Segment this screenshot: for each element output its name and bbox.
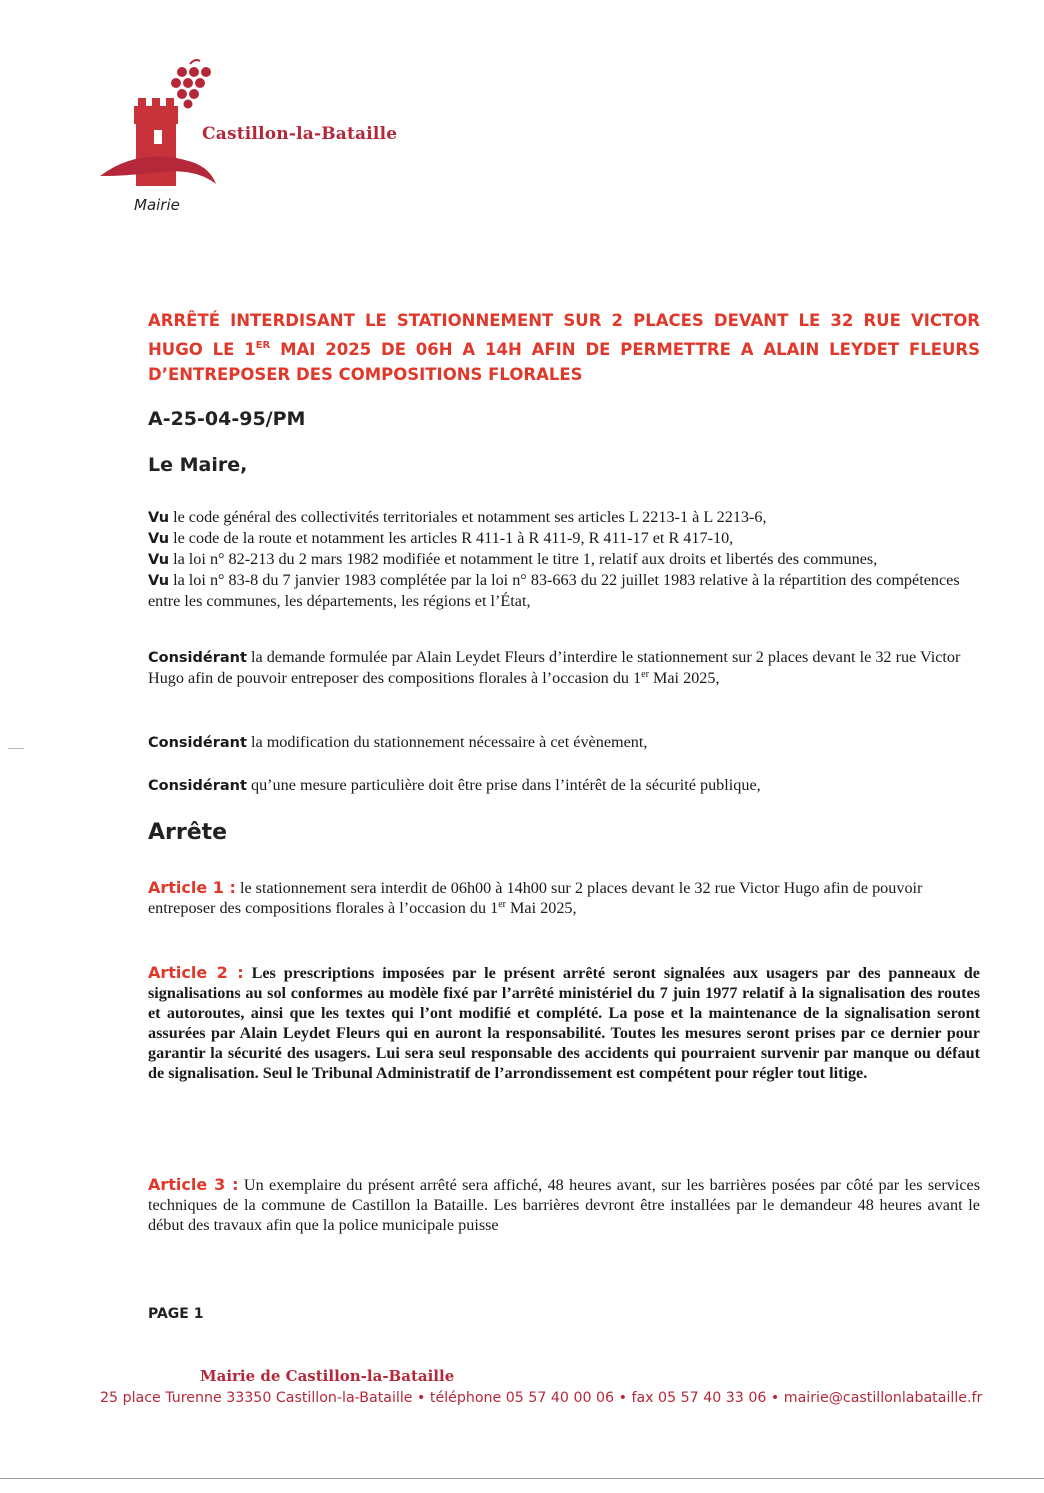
vu-item (148, 570, 980, 611)
title-superscript: ER (255, 340, 271, 351)
vu-text: le code général des collectivités territoriales et notamment ses articles L 2213-1 à L 2213-6, (169, 508, 767, 526)
considerant-text: qu’une mesure particulière doit être prise dans l’intérêt de la sécurité publique, (246, 776, 761, 794)
vu-keyword: Vu (148, 510, 170, 526)
title-part-2: MAI 2025 DE 06H A 14H AFIN DE PERMETTRE A ALAIN LEYDET FLEURS D’ENTREPOSER DES COMPOSITIONS FLORALES (148, 340, 980, 384)
page-number: PAGE 1 (148, 1306, 204, 1322)
article-2 (148, 963, 980, 1083)
vu-keyword: Vu (148, 552, 170, 568)
document-title (148, 308, 980, 387)
considerant-text: la demande formulée par Alain Leydet Fleurs d’interdire le stationnement sur 2 places devant le 32 rue Victor Hugo afin de pouvoir entreposer des compositions florales à l’occasion du 1 (148, 648, 961, 687)
article-label: Article 2 : (148, 963, 244, 982)
vu-block (148, 507, 980, 611)
arrete-heading: Arrête (148, 820, 228, 845)
le-maire-heading: Le Maire, (148, 454, 248, 476)
vu-text: la loi n° 83-8 du 7 janvier 1983 complétée par la loi n° 83-663 du 22 juillet 1983 relative à la répartition des compétences entre les communes, les départements, les régions et l’État, (148, 571, 960, 610)
considerant-text: la modification du stationnement nécessaire à cet évènement, (246, 733, 648, 751)
vu-item (148, 549, 980, 570)
vu-keyword: Vu (148, 531, 170, 547)
logo-town-name: Castillon-la-Bataille (202, 124, 398, 144)
considerant-superscript: er (641, 669, 649, 680)
footer-address: 25 place Turenne 33350 Castillon-la-Bataille • téléphone 05 57 40 00 06 • fax 05 57 40 33 06 • mairie@castillonlabataille.fr (100, 1390, 983, 1406)
scan-margin-mark (8, 748, 24, 749)
considerant-keyword: Considérant (148, 735, 247, 751)
logo (100, 58, 420, 218)
article-text: Un exemplaire du présent arrêté sera affiché, 48 heures avant, sur les barrières posées par côté par les services techniques de la commune de Castillon la Bataille. Les barrières devront être installées par le demandeur 48 heures avant le début des travaux afin que la police municipale puisse (148, 1176, 980, 1234)
considerant-paragraph-2 (148, 732, 980, 753)
vu-item (148, 507, 980, 528)
article-3 (148, 1175, 980, 1235)
title-part-1: ARRÊTÉ INTERDISANT LE STATIONNEMENT SUR 2 PLACES DEVANT LE 32 RUE VICTOR HUGO LE 1 (148, 311, 980, 359)
considerant-paragraph-1 (148, 647, 980, 688)
article-label: Article 3 : (148, 1175, 239, 1194)
article-1 (148, 878, 980, 918)
considerant-text-end: Mai 2025, (648, 669, 720, 687)
footer-mairie-name: Mairie de Castillon-la-Bataille (200, 1367, 455, 1385)
vu-text: la loi n° 82-213 du 2 mars 1982 modifiée et notamment le titre 1, relatif aux droits et libertés des communes, (169, 550, 878, 568)
article-superscript: er (498, 899, 506, 910)
considerant-paragraph-3 (148, 775, 980, 796)
article-label: Article 1 : (148, 878, 236, 897)
article-text: Les prescriptions imposées par le présent arrêté seront signalées aux usagers par des panneaux de signalisations au sol conformes au modèle fixé par l’arrêté ministériel du 7 juin 1977 relatif à la signalisation des routes et autoroutes, ainsi que les textes qui l’ont modifié et complété. La pose et la maintenance de la signalisation seront assurées par Alain Leydet Fleurs qui en auront la responsabilité. Toutes les mesures seront prises par ce dernier pour garantir la sécurité des usagers. Lui sera seul responsable des accidents qui pourraient survenir par manque ou défaut de signalisation. Seul le Tribunal Administratif de l’arrondissement est compétent pour régler tout litige. (148, 964, 980, 1082)
vu-keyword: Vu (148, 573, 170, 589)
considerant-keyword: Considérant (148, 650, 247, 666)
article-text: le stationnement sera interdit de 06h00 à 14h00 sur 2 places devant le 32 rue Victor Hugo afin de pouvoir entreposer des compositions florales à l’occasion du 1 (148, 879, 923, 917)
logo-subtitle: Mairie (134, 196, 180, 214)
reference-number: A-25-04-95/PM (148, 408, 306, 430)
bottom-rule (0, 1478, 1044, 1479)
article-text-end: Mai 2025, (505, 899, 577, 917)
vu-item (148, 528, 980, 549)
considerant-keyword: Considérant (148, 778, 247, 794)
vu-text: le code de la route et notamment les articles R 411-1 à R 411-9, R 411-17 et R 417-10, (169, 529, 734, 547)
